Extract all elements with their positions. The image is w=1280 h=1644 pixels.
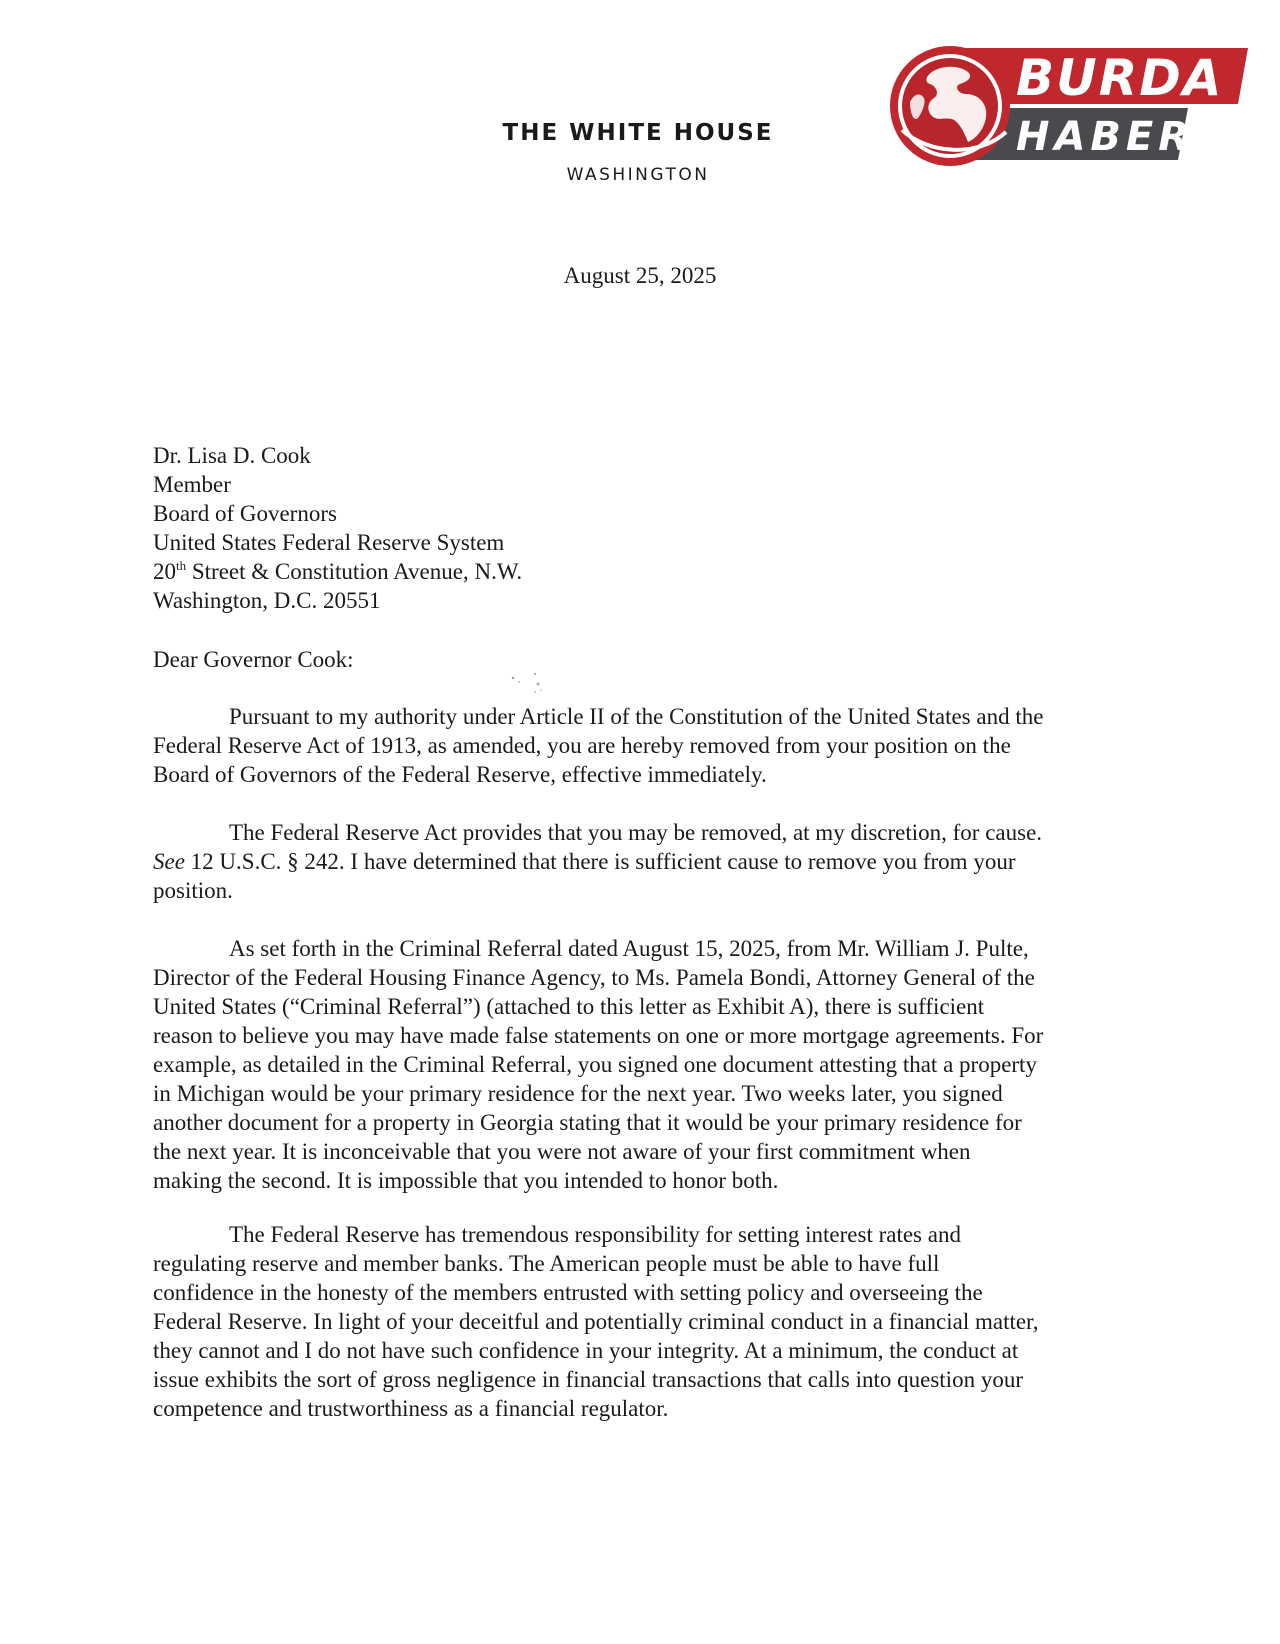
address-block [153,441,522,615]
paragraph-line: Federal Reserve Act of 1913, as amended, you are hereby removed from your position on the [153,733,1011,758]
recipient-role: Member [153,472,231,497]
logo-text-haber: HABER [1016,114,1195,160]
paragraph-line: Pursuant to my authority under Article II of the Constitution of the United States and the [229,704,1044,729]
citation-signal: See [153,849,185,874]
paragraph-1 [153,702,1143,789]
paragraph-line: example, as detailed in the Criminal Referral, you signed one document attesting that a property [153,1052,1037,1077]
paragraph-line: The Federal Reserve Act provides that you may be removed, at my discretion, for cause. [229,820,1043,845]
paragraph-line: See 12 U.S.C. § 242. I have determined that there is sufficient cause to remove you from your [153,849,1016,874]
paragraph-4 [153,1220,1143,1423]
paragraph-line: Federal Reserve. In light of your deceitful and potentially criminal conduct in a financial matter, [153,1309,1039,1334]
logo-text-burda: BURDA [1016,49,1224,107]
paragraph-line: Board of Governors of the Federal Reserve, effective immediately. [153,762,767,787]
recipient-organization: United States Federal Reserve System [153,530,505,555]
paragraph-line: confidence in the honesty of the members entrusted with setting policy and overseeing the [153,1280,983,1305]
paragraph-line: The Federal Reserve has tremendous responsibility for setting interest rates and [229,1222,961,1247]
letterhead-subtitle: WASHINGTON [566,165,710,185]
paragraph-line: another document for a property in Georgia stating that it would be your primary residence for [153,1110,1022,1135]
paragraph-line: As set forth in the Criminal Referral dated August 15, 2025, from Mr. William J. Pulte, [229,936,1029,961]
recipient-street: 20th Street & Constitution Avenue, N.W. [153,558,523,584]
recipient-board: Board of Governors [153,501,337,526]
paragraph-line: reason to believe you may have made false statements on one or more mortgage agreements. For [153,1023,1044,1048]
recipient-name: Dr. Lisa D. Cook [153,443,311,468]
letterhead-title: THE WHITE HOUSE [502,120,774,146]
paragraph-line: competence and trustworthiness as a financial regulator. [153,1396,669,1421]
salutation: Dear Governor Cook: [153,647,354,672]
paragraph-line: they cannot and I do not have such confidence in your integrity. At a minimum, the conduct at [153,1338,1019,1363]
paragraph-line: position. [153,878,233,903]
paragraph-line: the next year. It is inconceivable that you were not aware of your first commitment when [153,1139,971,1164]
paragraph-line: issue exhibits the sort of gross negligence in financial transactions that calls into question your [153,1367,1023,1392]
paragraph-line: making the second. It is impossible that you intended to honor both. [153,1168,779,1193]
scan-smudge [505,668,555,698]
paragraph-line: regulating reserve and member banks. The American people must be able to have full [153,1251,940,1276]
paragraph-3 [153,934,1143,1195]
burda-haber-logo [888,42,1248,172]
paragraph-line: Director of the Federal Housing Finance Agency, to Ms. Pamela Bondi, Attorney General of the [153,965,1035,990]
paragraph-2 [153,818,1143,905]
letter-date: August 25, 2025 [563,263,717,288]
recipient-city: Washington, D.C. 20551 [153,588,381,613]
paragraph-line: in Michigan would be your primary residence for the next year. Two weeks later, you signed [153,1081,1003,1106]
paragraph-line: United States (“Criminal Referral”) (attached to this letter as Exhibit A), there is sufficient [153,994,985,1019]
